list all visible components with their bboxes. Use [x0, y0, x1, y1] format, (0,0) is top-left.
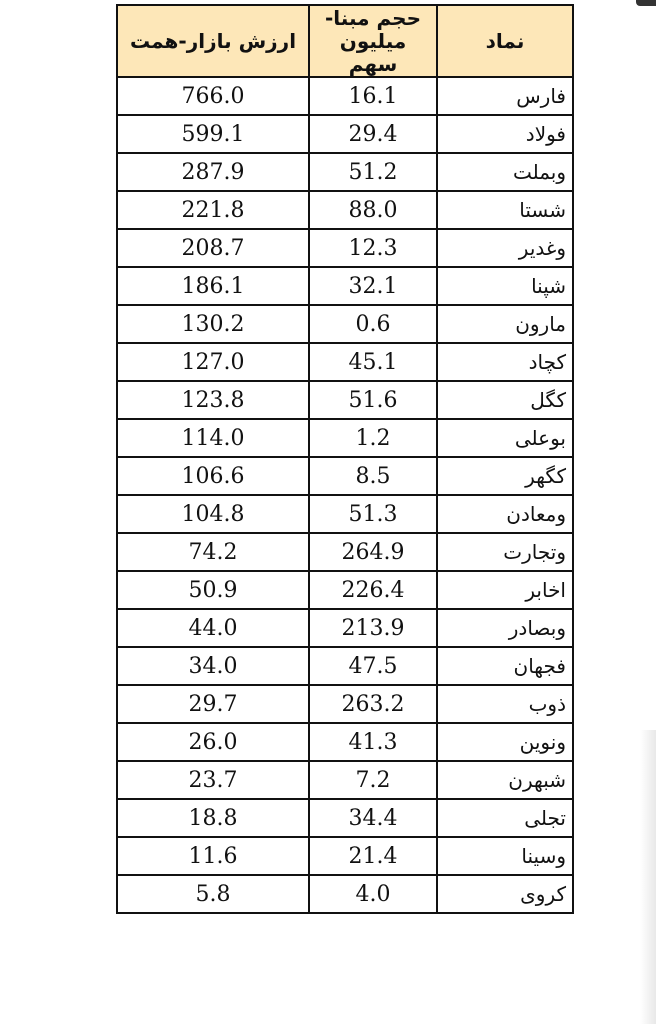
cell-market-value: 106.6 — [117, 457, 309, 495]
cell-symbol: ونوین — [437, 723, 573, 761]
cell-symbol: ذوب — [437, 685, 573, 723]
cell-symbol: شبهرن — [437, 761, 573, 799]
table-row — [117, 647, 573, 685]
cell-market-value: 34.0 — [117, 647, 309, 685]
cell-market-value: 186.1 — [117, 267, 309, 305]
cell-market-value: 11.6 — [117, 837, 309, 875]
cell-market-value: 766.0 — [117, 77, 309, 115]
cell-base-volume: 51.3 — [309, 495, 437, 533]
cell-base-volume: 29.4 — [309, 115, 437, 153]
page-edge-shadow — [640, 730, 656, 1024]
cell-base-volume: 263.2 — [309, 685, 437, 723]
table-row — [117, 685, 573, 723]
cell-base-volume: 41.3 — [309, 723, 437, 761]
cell-market-value: 599.1 — [117, 115, 309, 153]
cell-base-volume: 226.4 — [309, 571, 437, 609]
table-row — [117, 533, 573, 571]
table-row — [117, 419, 573, 457]
cell-market-value: 74.2 — [117, 533, 309, 571]
cell-market-value: 29.7 — [117, 685, 309, 723]
cell-symbol: تجلی — [437, 799, 573, 837]
table-row — [117, 571, 573, 609]
cell-symbol: کگل — [437, 381, 573, 419]
cell-symbol: بوعلی — [437, 419, 573, 457]
cell-symbol: کچاد — [437, 343, 573, 381]
table-row — [117, 495, 573, 533]
cell-symbol: شستا — [437, 191, 573, 229]
cell-base-volume: 4.0 — [309, 875, 437, 913]
cell-market-value: 23.7 — [117, 761, 309, 799]
cell-symbol: ومعادن — [437, 495, 573, 533]
cell-symbol: وبصادر — [437, 609, 573, 647]
cell-base-volume: 32.1 — [309, 267, 437, 305]
table-row — [117, 115, 573, 153]
cell-market-value: 123.8 — [117, 381, 309, 419]
cell-symbol: فجهان — [437, 647, 573, 685]
cell-market-value: 50.9 — [117, 571, 309, 609]
cell-market-value: 130.2 — [117, 305, 309, 343]
table-header-row — [117, 5, 573, 77]
cell-base-volume: 51.2 — [309, 153, 437, 191]
cell-base-volume: 12.3 — [309, 229, 437, 267]
cell-base-volume: 21.4 — [309, 837, 437, 875]
market-value-table — [116, 4, 574, 914]
cell-base-volume: 34.4 — [309, 799, 437, 837]
cell-symbol: وسینا — [437, 837, 573, 875]
table-row — [117, 837, 573, 875]
cell-market-value: 104.8 — [117, 495, 309, 533]
cell-symbol: فولاد — [437, 115, 573, 153]
table-row — [117, 191, 573, 229]
table-row — [117, 723, 573, 761]
cell-base-volume: 16.1 — [309, 77, 437, 115]
table-row — [117, 875, 573, 913]
cell-base-volume: 264.9 — [309, 533, 437, 571]
cell-symbol: وغدیر — [437, 229, 573, 267]
cell-base-volume: 88.0 — [309, 191, 437, 229]
table-row — [117, 609, 573, 647]
cell-symbol: کگهر — [437, 457, 573, 495]
table-body — [117, 77, 573, 913]
table-row — [117, 799, 573, 837]
cell-base-volume: 51.6 — [309, 381, 437, 419]
cell-market-value: 127.0 — [117, 343, 309, 381]
table-row — [117, 153, 573, 191]
cell-market-value: 26.0 — [117, 723, 309, 761]
table-row — [117, 343, 573, 381]
cell-market-value: 114.0 — [117, 419, 309, 457]
cell-market-value: 287.9 — [117, 153, 309, 191]
header-symbol: نماد — [437, 5, 573, 77]
cell-symbol: وتجارت — [437, 533, 573, 571]
cell-market-value: 5.8 — [117, 875, 309, 913]
header-market-value: ارزش بازار-همت — [117, 5, 309, 77]
table-row — [117, 761, 573, 799]
table-row — [117, 381, 573, 419]
cell-base-volume: 0.6 — [309, 305, 437, 343]
cell-symbol: اخابر — [437, 571, 573, 609]
table-row — [117, 267, 573, 305]
table-row — [117, 77, 573, 115]
table-row — [117, 457, 573, 495]
market-table-container — [116, 4, 572, 914]
cell-market-value: 18.8 — [117, 799, 309, 837]
cell-market-value: 208.7 — [117, 229, 309, 267]
cell-base-volume: 213.9 — [309, 609, 437, 647]
cell-base-volume: 8.5 — [309, 457, 437, 495]
cell-base-volume: 7.2 — [309, 761, 437, 799]
cell-symbol: شپنا — [437, 267, 573, 305]
cell-symbol: فارس — [437, 77, 573, 115]
cell-symbol: کروی — [437, 875, 573, 913]
table-row — [117, 229, 573, 267]
cell-base-volume: 1.2 — [309, 419, 437, 457]
cell-base-volume: 47.5 — [309, 647, 437, 685]
header-base-volume: حجم مبنا-میلیون سهم — [309, 5, 437, 77]
cell-symbol: وبملت — [437, 153, 573, 191]
cell-market-value: 44.0 — [117, 609, 309, 647]
top-edge-fragment — [636, 0, 656, 6]
cell-base-volume: 45.1 — [309, 343, 437, 381]
cell-market-value: 221.8 — [117, 191, 309, 229]
cell-symbol: مارون — [437, 305, 573, 343]
table-row — [117, 305, 573, 343]
